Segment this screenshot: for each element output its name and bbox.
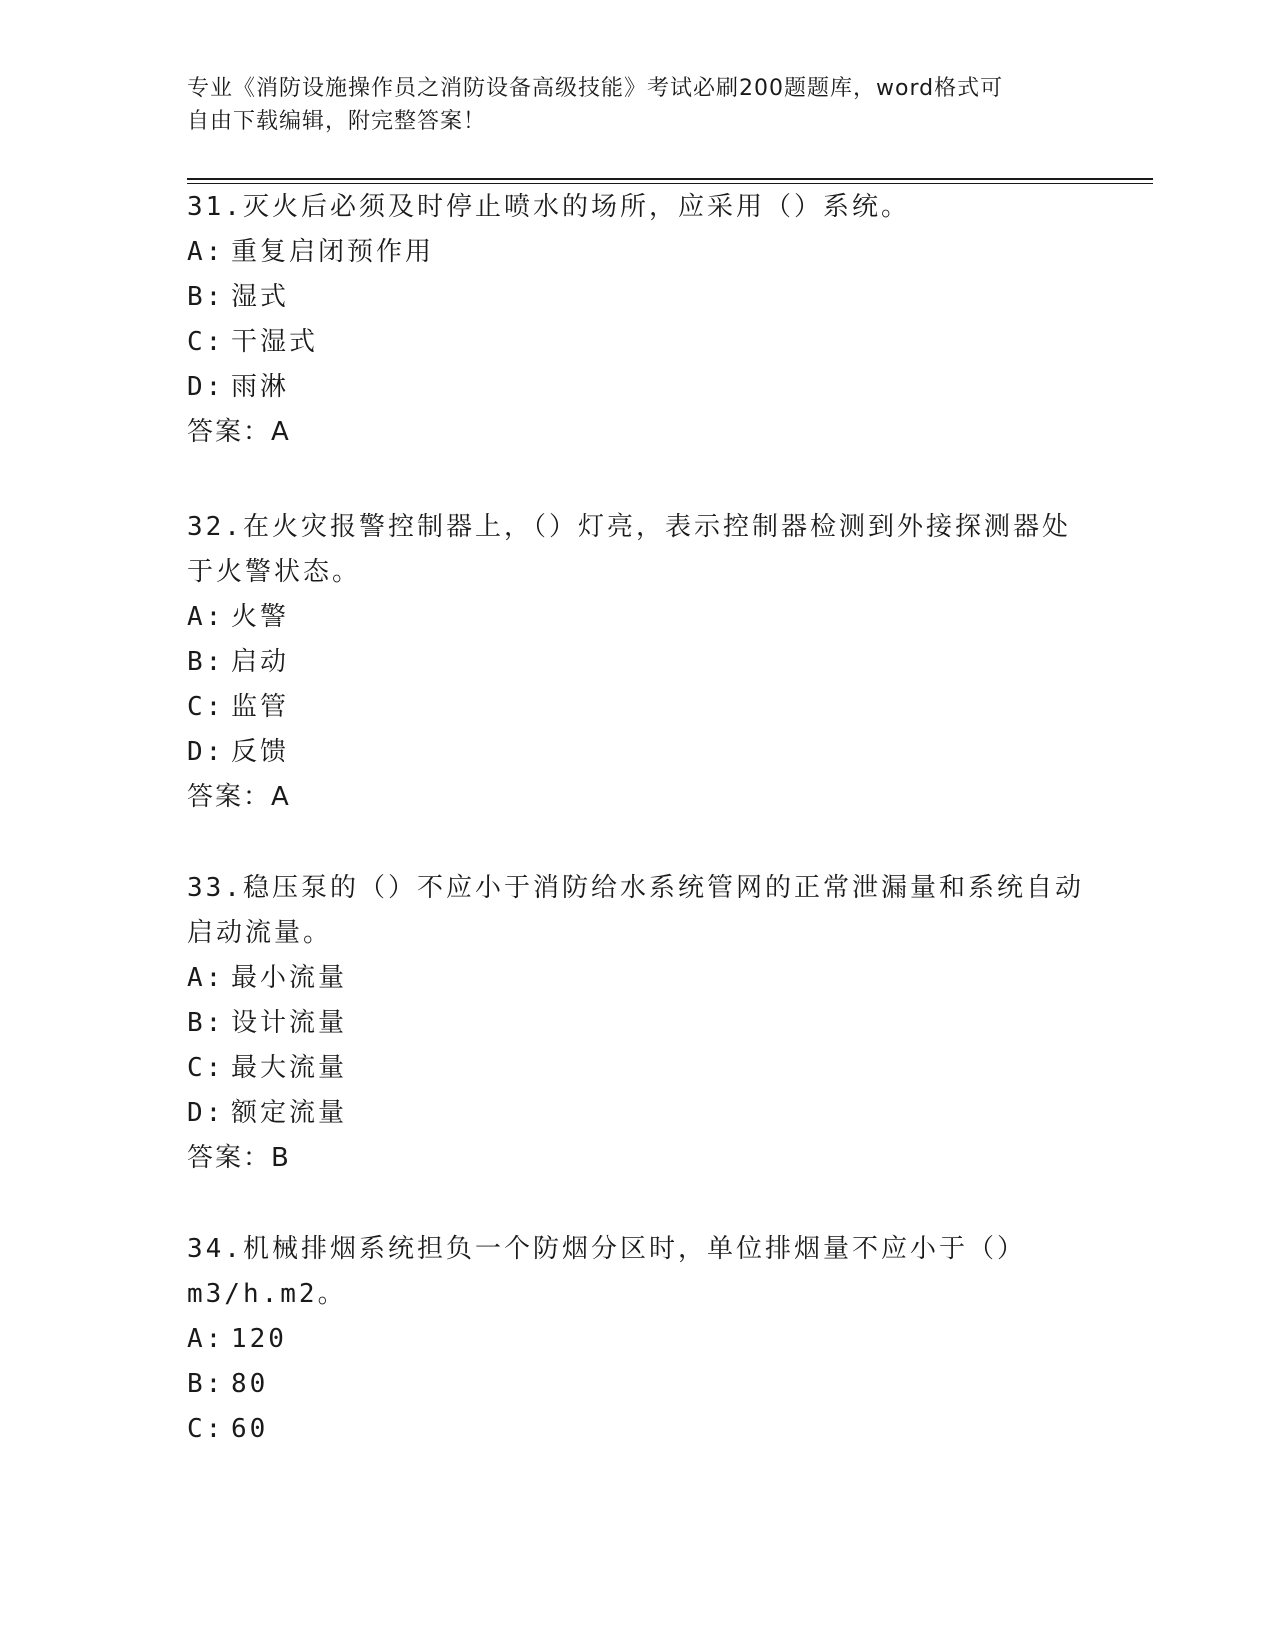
option-label: B: <box>187 1369 225 1399</box>
option-text: 120 <box>231 1324 287 1354</box>
option-label: A: <box>187 963 225 993</box>
option-label: A: <box>187 602 225 632</box>
question-stem: 33.稳压泵的（）不应小于消防给水系统管网的正常泄漏量和系统自动 启动流量。 <box>187 873 1084 948</box>
option-c <box>187 1046 1087 1091</box>
option-label: A: <box>187 1324 225 1354</box>
option-d <box>187 730 1087 775</box>
question-33 <box>187 866 1087 1181</box>
option-label: A: <box>187 237 225 267</box>
option-b <box>187 640 1087 685</box>
question-31 <box>187 185 1087 455</box>
option-text: 最小流量 <box>231 963 348 993</box>
option-c <box>187 320 1087 365</box>
option-d <box>187 365 1087 410</box>
option-label: C: <box>187 327 225 357</box>
option-label: C: <box>187 1053 225 1083</box>
header-line-1: 专业《消防设施操作员之消防设备高级技能》考试必刷200题题库，word格式可 <box>187 76 1004 101</box>
option-label: C: <box>187 1414 225 1444</box>
option-b <box>187 275 1087 320</box>
option-b <box>187 1001 1087 1046</box>
option-text: 启动 <box>231 647 290 677</box>
option-text: 反馈 <box>231 737 290 767</box>
option-text: 雨淋 <box>231 372 290 402</box>
option-label: C: <box>187 692 225 722</box>
option-a <box>187 1317 1087 1362</box>
header-divider-thin <box>187 183 1153 184</box>
question-34 <box>187 1227 1087 1452</box>
option-c <box>187 685 1087 730</box>
option-text: 最大流量 <box>231 1053 348 1083</box>
question-32 <box>187 505 1087 820</box>
option-text: 干湿式 <box>231 327 319 357</box>
header-line-2: 自由下载编辑，附完整答案！ <box>187 109 487 134</box>
option-text: 设计流量 <box>231 1008 348 1038</box>
option-label: B: <box>187 1008 225 1038</box>
document-header <box>187 72 1067 138</box>
option-a <box>187 595 1087 640</box>
option-label: D: <box>187 737 225 767</box>
option-text: 80 <box>231 1369 269 1399</box>
option-label: B: <box>187 282 225 312</box>
question-stem: 31.灭火后必须及时停止喷水的场所，应采用（）系统。 <box>187 192 910 222</box>
option-label: D: <box>187 372 225 402</box>
option-text: 监管 <box>231 692 290 722</box>
option-label: B: <box>187 647 225 677</box>
answer: 答案：B <box>187 1143 291 1173</box>
option-d <box>187 1091 1087 1136</box>
option-text: 湿式 <box>231 282 290 312</box>
question-stem: 32.在火灾报警控制器上，（）灯亮，表示控制器检测到外接探测器处 于火警状态。 <box>187 512 1071 587</box>
option-c <box>187 1407 1087 1452</box>
option-a <box>187 956 1087 1001</box>
answer: 答案：A <box>187 417 291 447</box>
header-divider-thick <box>187 178 1153 180</box>
option-a <box>187 230 1087 275</box>
option-label: D: <box>187 1098 225 1128</box>
option-text: 60 <box>231 1414 269 1444</box>
option-text: 重复启闭预作用 <box>231 237 435 267</box>
question-stem: 34.机械排烟系统担负一个防烟分区时，单位排烟量不应小于（） m3/h.m2。 <box>187 1234 1026 1309</box>
option-b <box>187 1362 1087 1407</box>
option-text: 火警 <box>231 602 290 632</box>
answer: 答案：A <box>187 782 291 812</box>
option-text: 额定流量 <box>231 1098 348 1128</box>
